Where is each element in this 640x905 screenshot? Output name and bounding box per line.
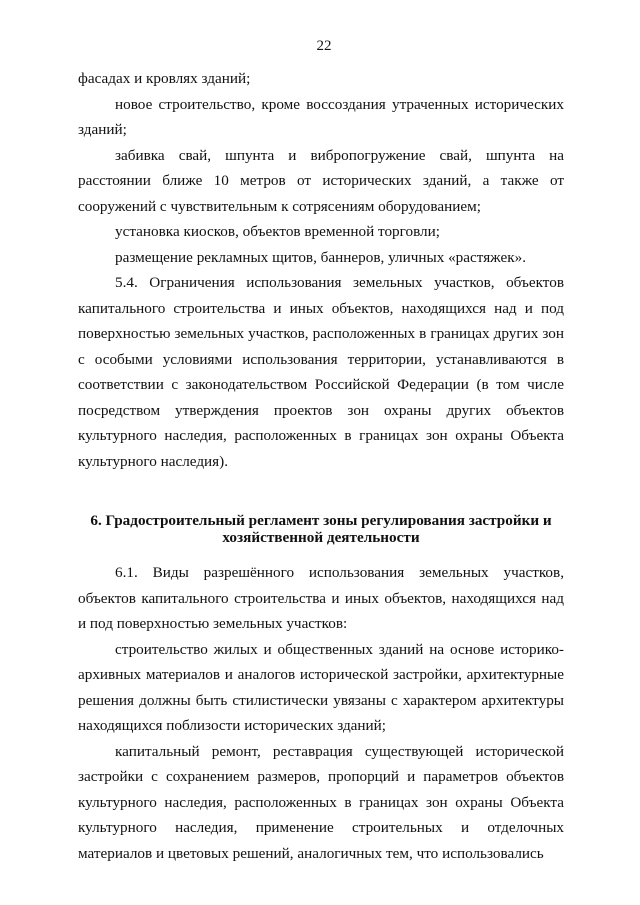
paragraph: размещение рекламных щитов, баннеров, уличных «растяжек». xyxy=(115,248,526,266)
paragraph: фасадах и кровлях зданий; xyxy=(78,70,251,87)
paragraph: капитальный ремонт, реставрация существующей исторической застройки с сохранением размеров, пропорций и параметров объектов культурного наследия, расположенных в границах зон охраны Объекта культурного наследия, применение строительных и отделочных материалов и цветовых решений, аналогичных тем, что использовались xyxy=(78,742,564,862)
paragraph: забивка свай, шпунта и вибропогружение свай, шпунта на расстоянии ближе 10 метров от исторических зданий, а также от сооружений с чувствительным к сотрясениям оборудованием; xyxy=(78,146,564,215)
paragraph: установка киосков, объектов временной торговли; xyxy=(115,223,440,240)
section-heading: 6. Градостроительный регламент зоны регулирования застройки и хозяйственной деятельности xyxy=(90,512,552,546)
document-page xyxy=(78,36,564,866)
paragraph: строительство жилых и общественных зданий на основе историко-архивных материалов и аналогов исторической застройки, архитектурные решения должны быть стилистически увязаны с характером архитектуры находящихся поблизости исторических зданий; xyxy=(78,640,564,734)
paragraph-6-1: 6.1. Виды разрешённого использования земельных участков, объектов капитального строительства и иных объектов, находящихся над и под поверхностью земельных участков: xyxy=(78,564,564,632)
page-number: 22 xyxy=(316,38,332,54)
paragraph: новое строительство, кроме воссоздания утраченных исторических зданий; xyxy=(78,95,564,138)
paragraph-5-4: 5.4. Ограничения использования земельных участков, объектов капитального строительства и иных объектов, находящихся над и под поверхностью земельных участков, расположенных в границах других зон с особыми условиями использования территории, устанавливаются в соответствии с законодательством Российской Федерации (в том числе посредством утверждения проектов зон охраны других объектов культурного наследия, расположенных в границах зон охраны Объекта культурного наследия). xyxy=(78,274,564,470)
